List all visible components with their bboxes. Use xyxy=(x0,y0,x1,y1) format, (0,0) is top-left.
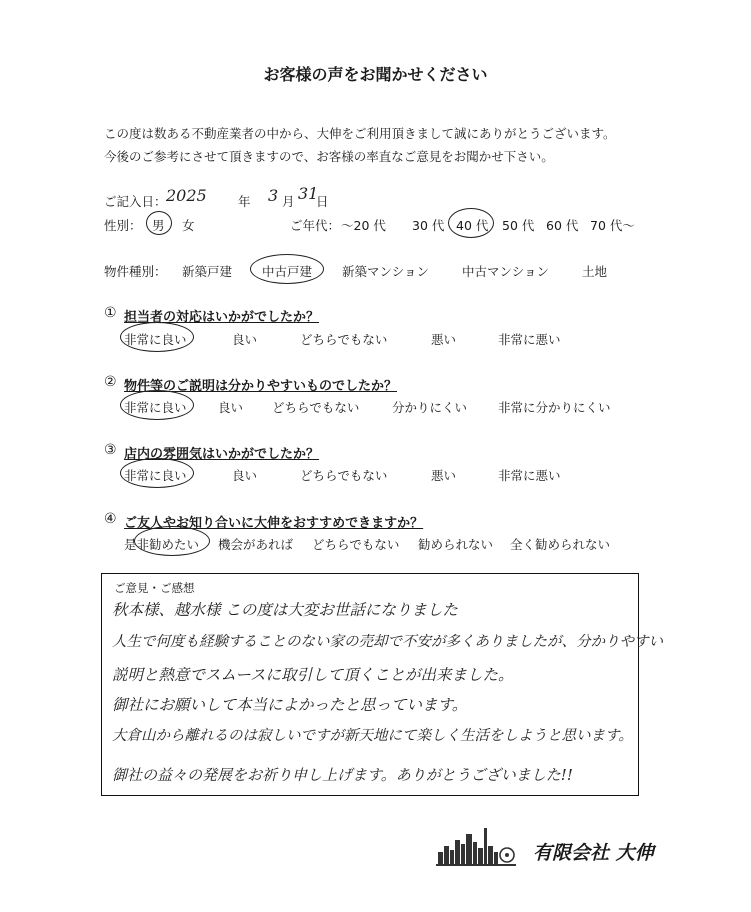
comment-line-3: 説明と熱意でスムースに取引して頂くことが出来ました。 xyxy=(112,666,514,684)
question-text: 担当者の対応はいかがでしたか？ xyxy=(124,310,320,325)
comment-line-5: 大倉山から離れるのは寂しいですが新天地にて楽しく生活をしようと思います。 xyxy=(112,728,633,744)
property-label: 物件種別： xyxy=(104,264,167,279)
age-option-70[interactable]: 70 代～ xyxy=(590,218,635,233)
gender-option-female[interactable]: 女 xyxy=(182,218,195,233)
q1-option-3[interactable]: どちらでもない xyxy=(300,332,388,347)
comment-line-2: 人生で何度も経験することのない家の売却で不安が多くありましたが、分かりやすい xyxy=(112,634,663,650)
q4-option-2[interactable]: 機会があれば xyxy=(218,537,294,552)
question-number: ④ xyxy=(104,511,117,527)
q3-option-4[interactable]: 悪い xyxy=(431,468,457,483)
city-skyline-icon xyxy=(436,826,518,866)
entry-month: 3 xyxy=(268,186,279,205)
q4-option-1[interactable]: 是非勧めたい xyxy=(124,537,200,552)
gender-label: 性別： xyxy=(104,218,142,233)
month-unit: 月 xyxy=(282,194,295,209)
age-option-30[interactable]: 30 代 xyxy=(412,218,445,233)
q1-option-4[interactable]: 悪い xyxy=(431,332,457,347)
age-option-60[interactable]: 60 代 xyxy=(546,218,579,233)
comment-line-1: 秋本様、越水様 この度は大変お世話になりました xyxy=(112,601,458,619)
age-option-50[interactable]: 50 代 xyxy=(502,218,535,233)
entry-date-label: ご記入日： xyxy=(104,194,167,209)
comment-label: ご意見・ご感想 xyxy=(114,581,195,595)
q2-option-1[interactable]: 非常に良い xyxy=(124,400,187,415)
q3-option-3[interactable]: どちらでもない xyxy=(300,468,388,483)
age-label: ご年代： xyxy=(290,218,341,233)
age-option-40[interactable]: 40 代 xyxy=(456,218,489,233)
q4-option-3[interactable]: どちらでもない xyxy=(312,537,400,552)
year-unit: 年 xyxy=(238,194,251,209)
question-text: 店内の雰囲気はいかがでしたか？ xyxy=(124,447,320,462)
gender-option-male[interactable]: 男 xyxy=(152,218,165,233)
comment-line-6: 御社の益々の発展をお祈り申し上げます。ありがとうございました!! xyxy=(112,766,573,784)
page-title: お客様の声をお聞かせください xyxy=(263,65,488,84)
entry-year: 2025 xyxy=(166,186,207,205)
property-option-used-house[interactable]: 中古戸建 xyxy=(262,264,313,279)
q4-option-5[interactable]: 全く勧められない xyxy=(510,537,611,552)
day-unit: 日 xyxy=(316,194,329,209)
q2-option-3[interactable]: どちらでもない xyxy=(272,400,360,415)
question-number: ② xyxy=(104,374,117,390)
property-option-used-mansion[interactable]: 中古マンション xyxy=(462,264,549,279)
q3-option-5[interactable]: 非常に悪い xyxy=(498,468,561,483)
property-option-land[interactable]: 土地 xyxy=(582,264,608,279)
q2-option-4[interactable]: 分かりにくい xyxy=(392,400,468,415)
property-option-new-mansion[interactable]: 新築マンション xyxy=(342,264,429,279)
comment-line-4: 御社にお願いして本当によかったと思っています。 xyxy=(112,696,468,714)
question-number: ① xyxy=(104,305,117,321)
intro-line-1: この度は数ある不動産業者の中から、大伸をご利用頂きまして誠にありがとうございます。 xyxy=(104,126,616,141)
q2-option-5[interactable]: 非常に分かりにくい xyxy=(498,400,611,415)
age-option-20[interactable]: ～20 代 xyxy=(341,218,386,233)
q2-option-2[interactable]: 良い xyxy=(218,400,244,415)
q3-option-1[interactable]: 非常に良い xyxy=(124,468,187,483)
intro-line-2: 今後のご参考にさせて頂きますので、お客様の率直なご意見をお聞かせ下さい。 xyxy=(104,149,554,164)
property-option-new-house[interactable]: 新築戸建 xyxy=(182,264,233,279)
question-number: ③ xyxy=(104,442,117,458)
entry-day: 31 xyxy=(298,184,319,203)
q1-option-1[interactable]: 非常に良い xyxy=(124,332,187,347)
q1-option-2[interactable]: 良い xyxy=(232,332,258,347)
company-name: 有限会社 大伸 xyxy=(533,842,654,864)
question-text: 物件等のご説明は分かりやすいものでしたか？ xyxy=(124,379,398,394)
q1-option-5[interactable]: 非常に悪い xyxy=(498,332,561,347)
q4-option-4[interactable]: 勧められない xyxy=(418,537,494,552)
question-text: ご友人やお知り合いに大伸をおすすめできますか？ xyxy=(124,516,424,531)
q3-option-2[interactable]: 良い xyxy=(232,468,258,483)
